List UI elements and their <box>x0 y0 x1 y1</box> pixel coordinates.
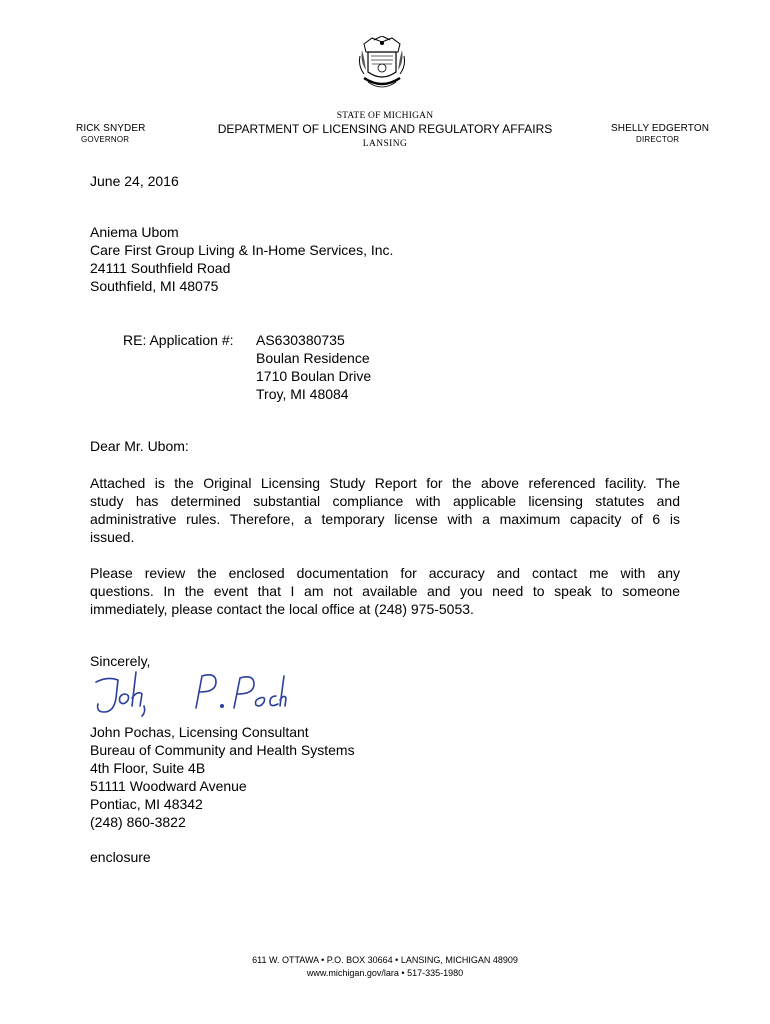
state-seal-logo <box>358 36 406 92</box>
paragraph-line: administrative rules. Therefore, a temporary license with a maximum capacity of 6 is <box>90 511 680 527</box>
office-street: 51111 Woodward Avenue <box>90 778 247 794</box>
recipient-address <box>90 223 393 295</box>
governor-title: GOVERNOR <box>81 135 130 144</box>
director-name: SHELLY EDGERTON <box>611 123 710 134</box>
signature-block <box>90 723 355 831</box>
paragraph-report <box>90 474 680 546</box>
footer-web-phone: www.michigan.gov/lara • 517-335-1980 <box>306 968 464 978</box>
director-title: DIRECTOR <box>636 135 680 144</box>
facility-city: Troy, MI 48084 <box>256 386 349 402</box>
governor-name: RICK SNYDER <box>76 123 146 134</box>
facility-street: 1710 Boulan Drive <box>256 368 372 384</box>
letter-date: June 24, 2016 <box>90 173 179 189</box>
salutation: Dear Mr. Ubom: <box>90 438 189 454</box>
handwritten-signature <box>88 668 288 718</box>
office-floor: 4th Floor, Suite 4B <box>90 760 206 776</box>
recipient-city: Southfield, MI 48075 <box>90 278 219 294</box>
office-city: Pontiac, MI 48342 <box>90 796 203 812</box>
bureau-name: Bureau of Community and Health Systems <box>90 742 355 758</box>
recipient-company: Care First Group Living & In-Home Services, Inc. <box>90 242 394 258</box>
paragraph-line: questions. In the event that I am not available and you need to speak to someone <box>90 583 680 599</box>
paragraph-line: issued. <box>90 529 135 545</box>
paragraph-line: immediately, please contact the local office at (248) 975-5053. <box>90 601 474 617</box>
re-details <box>256 331 371 403</box>
paragraph-contact <box>90 564 680 618</box>
footer-address: 611 W. OTTAWA • P.O. BOX 30664 • LANSING, MICHIGAN 48909 <box>252 955 518 965</box>
recipient-name: Aniema Ubom <box>90 224 179 240</box>
paragraph-line: Attached is the Original Licensing Study Report for the above referenced facility. The <box>90 475 680 491</box>
recipient-street: 24111 Southfield Road <box>90 260 231 276</box>
application-number: AS630380735 <box>256 332 345 348</box>
office-phone: (248) 860-3822 <box>90 814 186 830</box>
re-label: RE: Application #: <box>123 332 234 348</box>
facility-name: Boulan Residence <box>256 350 370 366</box>
department-name: DEPARTMENT OF LICENSING AND REGULATORY AFFAIRS <box>217 122 553 136</box>
closing: Sincerely, <box>90 653 151 669</box>
paragraph-line: Please review the enclosed documentation for accuracy and contact me with any <box>90 565 680 581</box>
paragraph-line: study has determined substantial compliance with applicable licensing statutes and <box>90 493 680 509</box>
state-name: STATE OF MICHIGAN <box>336 111 434 121</box>
consultant-name: John Pochas, Licensing Consultant <box>90 724 309 740</box>
enclosure-note: enclosure <box>90 849 151 865</box>
city-name: LANSING <box>362 139 408 149</box>
